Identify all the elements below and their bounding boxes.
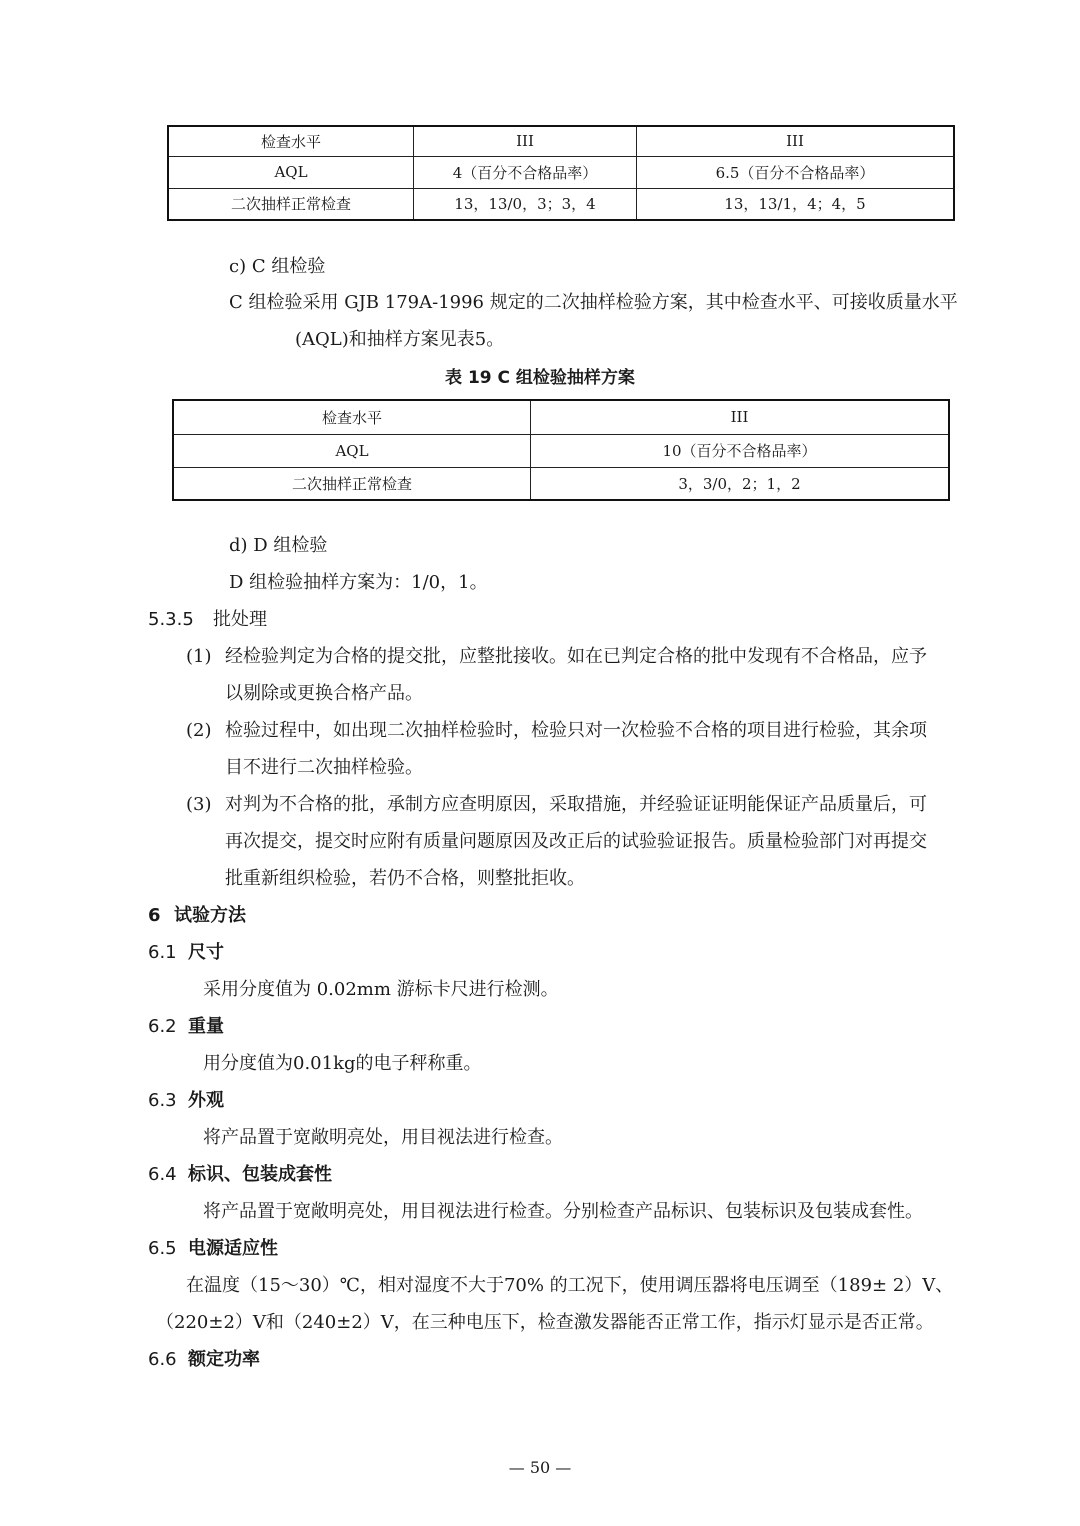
sampling-table-b [167, 125, 955, 221]
list-item-text: 批重新组织检验，若仍不合格，则整批拒收。 [225, 868, 585, 889]
table-cell: 4（百分不合格品率） [414, 156, 637, 188]
subsection-text: 用分度值为0.01kg的电子秤称重。 [203, 1053, 482, 1074]
section-number: 5.3.5 [148, 609, 194, 630]
table-cell: AQL [168, 156, 414, 188]
subsection-number: 6.2 [148, 1016, 177, 1037]
table-row [173, 434, 949, 467]
table-row [168, 126, 954, 156]
subsection-title: 电源适应性 [188, 1238, 278, 1259]
page-number: — 50 — [508, 1458, 572, 1477]
list-item-text: 对判为不合格的批，承制方应查明原因，采取措施，并经验证证明能保证产品质量后，可 [225, 794, 927, 815]
list-marker: (3) [186, 794, 212, 815]
section-d-heading: d) D 组检验 [229, 535, 328, 556]
sampling-table-c [172, 399, 950, 501]
list-item-text: 检验过程中，如出现二次抽样检验时，检验只对一次检验不合格的项目进行检验，其余项 [225, 720, 927, 741]
table-caption: 表 19 C 组检验抽样方案 [445, 368, 635, 388]
subsection-text: 采用分度值为 0.02mm 游标卡尺进行检测。 [203, 979, 559, 1000]
subsection-number: 6.1 [148, 942, 177, 963]
list-item-text: 目不进行二次抽样检验。 [225, 757, 423, 778]
table-cell: AQL [173, 434, 531, 467]
list-marker: (1) [186, 646, 212, 667]
section-c-heading: c) C 组检验 [229, 256, 326, 277]
table-cell: 检查水平 [168, 126, 414, 156]
subsection-number: 6.5 [148, 1238, 177, 1259]
subsection-text: （220±2）V和（240±2）V，在三种电压下，检查激发器能否正常工作，指示灯显示是否正常。 [156, 1312, 934, 1333]
section-c-paragraph-line2: (AQL)和抽样方案见表5。 [295, 329, 505, 350]
subsection-text: 在温度（15～30）℃，相对湿度不大于70% 的工况下，使用调压器将电压调至（189± 2）V、 [186, 1275, 954, 1296]
subsection-number: 6.3 [148, 1090, 177, 1111]
section-c-paragraph-line1: C 组检验采用 GJB 179A-1996 规定的二次抽样检验方案，其中检查水平、可接收质量水平 [229, 292, 958, 313]
table-row [168, 156, 954, 188]
table-row [173, 400, 949, 434]
section-number: 6 [148, 905, 161, 926]
subsection-title: 额定功率 [188, 1349, 260, 1370]
section-title: 试验方法 [174, 905, 246, 926]
table-cell: 13，13/0，3；3，4 [414, 188, 637, 220]
list-item-text: 以剔除或更换合格产品。 [225, 683, 423, 704]
subsection-text: 将产品置于宽敞明亮处，用目视法进行检查。 [203, 1127, 563, 1148]
section-title: 批处理 [213, 609, 267, 630]
table-cell: 二次抽样正常检查 [168, 188, 414, 220]
table-cell: III [531, 400, 950, 434]
section-d-text: D 组检验抽样方案为：1/0，1。 [229, 572, 488, 593]
list-marker: (2) [186, 720, 212, 741]
table-cell: 10（百分不合格品率） [531, 434, 950, 467]
table-cell: 3，3/0，2；1，2 [531, 467, 950, 500]
table-cell: 13，13/1，4；4，5 [637, 188, 955, 220]
table-cell: III [637, 126, 955, 156]
table-cell: 二次抽样正常检查 [173, 467, 531, 500]
table-row [173, 467, 949, 500]
table-cell: 6.5（百分不合格品率） [637, 156, 955, 188]
table-row [168, 188, 954, 220]
list-item-text: 经检验判定为合格的提交批，应整批接收。如在已判定合格的批中发现有不合格品，应予 [225, 646, 927, 667]
table-cell: 检查水平 [173, 400, 531, 434]
subsection-title: 尺寸 [188, 942, 224, 963]
table-cell: III [414, 126, 637, 156]
subsection-title: 重量 [188, 1016, 224, 1037]
subsection-text: 将产品置于宽敞明亮处，用目视法进行检查。分别检查产品标识、包装标识及包装成套性。 [203, 1201, 923, 1222]
subsection-title: 外观 [188, 1090, 224, 1111]
list-item-text: 再次提交，提交时应附有质量问题原因及改正后的试验验证报告。质量检验部门对再提交 [225, 831, 927, 852]
subsection-number: 6.4 [148, 1164, 177, 1185]
subsection-title: 标识、包装成套性 [188, 1164, 332, 1185]
subsection-number: 6.6 [148, 1349, 177, 1370]
